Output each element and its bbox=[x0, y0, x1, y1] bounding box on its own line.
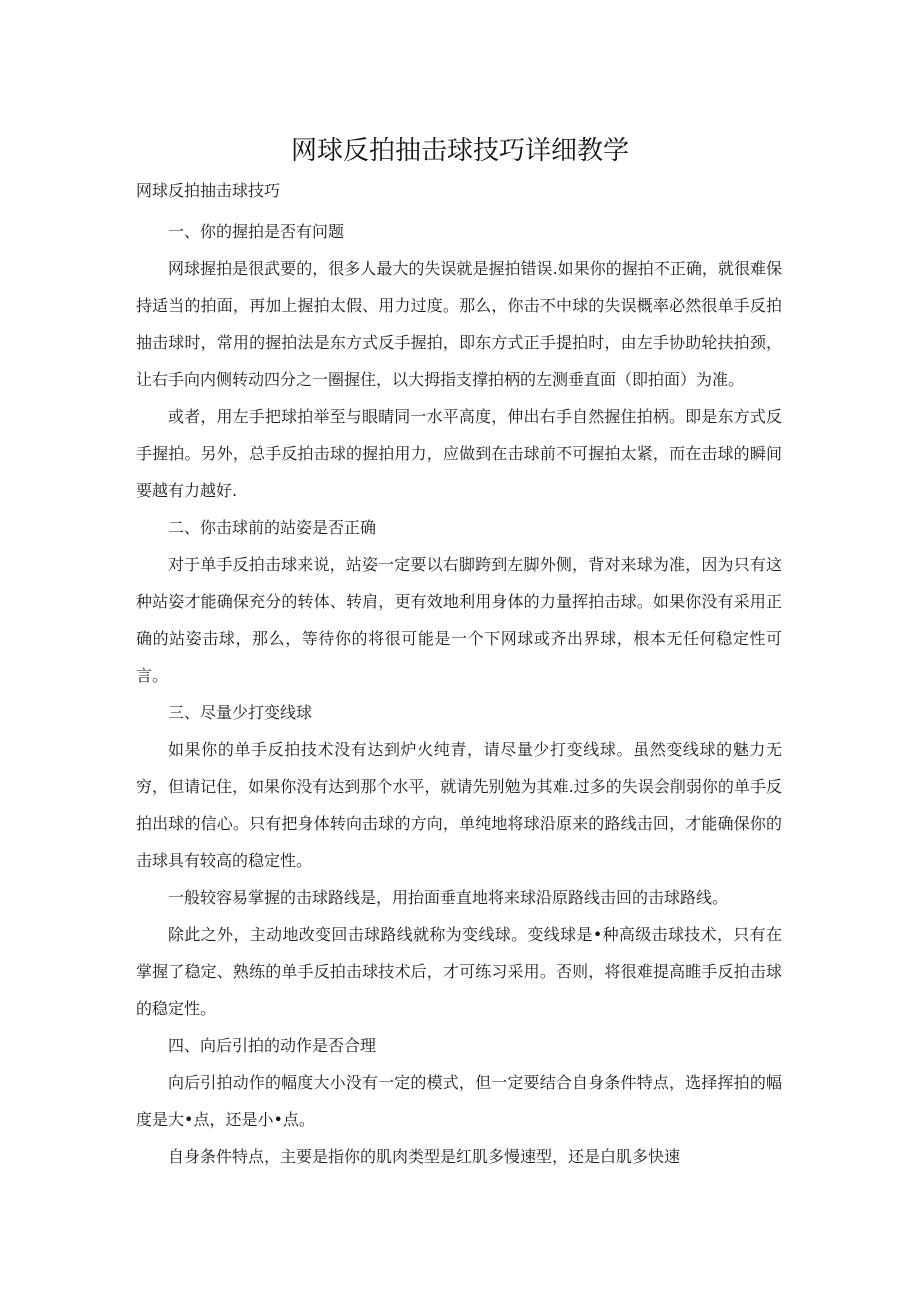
paragraph: 如果你的单手反拍技术没有达到炉火纯青，请尽量少打变线球。虽然变线球的魅力无穷，但请记住，如果你没有达到那个水平，就请先别勉为其难.过多的失误会削弱你的单手反拍出球的信心。只有把身体转向击球的方向，单纯地将球沿原来的路线击回，才能确保你的击球具有较高的稳定性。 bbox=[136, 740, 782, 870]
document-title: 网球反拍抽击球技巧详细教学 bbox=[290, 136, 629, 166]
section-heading-3: 三、尽量少打变线球 bbox=[168, 703, 313, 722]
section-heading-2: 二、你击球前的站姿是否正确 bbox=[168, 518, 377, 537]
document-body bbox=[136, 213, 782, 1175]
paragraph: 或者，用左手把球拍举至与眼睛同一水平高度，伸出右手自然握住拍柄。即是东方式反手握拍。另外，总手反拍击球的握拍用力，应做到在击球前不可握拍太紧，而在击球的瞬间要越有力越好. bbox=[136, 407, 782, 500]
section-heading-4: 四、向后引拍的动作是否合理 bbox=[168, 1036, 377, 1055]
paragraph: 一般较容易掌握的击球路线是，用抬面垂直地将来球沿原路线击回的击球路线。 bbox=[168, 888, 729, 907]
document-subtitle: 网球反拍抽击球技巧 bbox=[136, 181, 281, 200]
paragraph: 除此之外，主动地改变回击球路线就称为变线球。变线球是•种高级击球技术，只有在掌握了稳定、熟练的单手反拍击球技术后，才可练习采用。否则，将很难提高睢手反拍击球的稳定性。 bbox=[136, 925, 782, 1018]
paragraph: 网球握拍是很武要的，很多人最大的失误就是握拍错误.如果你的握拍不正确，就很难保持适当的拍面，再加上握拍太假、用力过度。那么，你击不中球的失误概率必然很单手反拍抽击球时，常用的握拍法是东方式反手握拍，即东方式正手提拍时，由左手协助轮扶拍颈，让右手向内侧转动四分之一圈握住，以大拇指支撑拍柄的左测垂直面（即拍面）为准。 bbox=[136, 259, 782, 389]
paragraph: 向后引拍动作的幅度大小没有一定的模式，但一定要结合自身条件特点，选择挥拍的幅度是大•点，还是小•点。 bbox=[136, 1073, 782, 1129]
section-heading-1: 一、你的握拍是否有问题 bbox=[168, 222, 345, 241]
paragraph: 对于单手反拍击球来说，站姿一定要以右脚跨到左脚外侧，背对来球为准，因为只有这种站姿才能确保充分的转体、转肩，更有效地利用身体的力量挥拍击球。如果你没有采用正确的站姿击球，那么，等待你的将很可能是一个下网球或齐出界球，根本无任何稳定性可言。 bbox=[136, 555, 782, 685]
paragraph: 自身条件特点，主要是指你的肌肉类型是红肌多慢速型，还是白肌多快速 bbox=[168, 1147, 681, 1166]
